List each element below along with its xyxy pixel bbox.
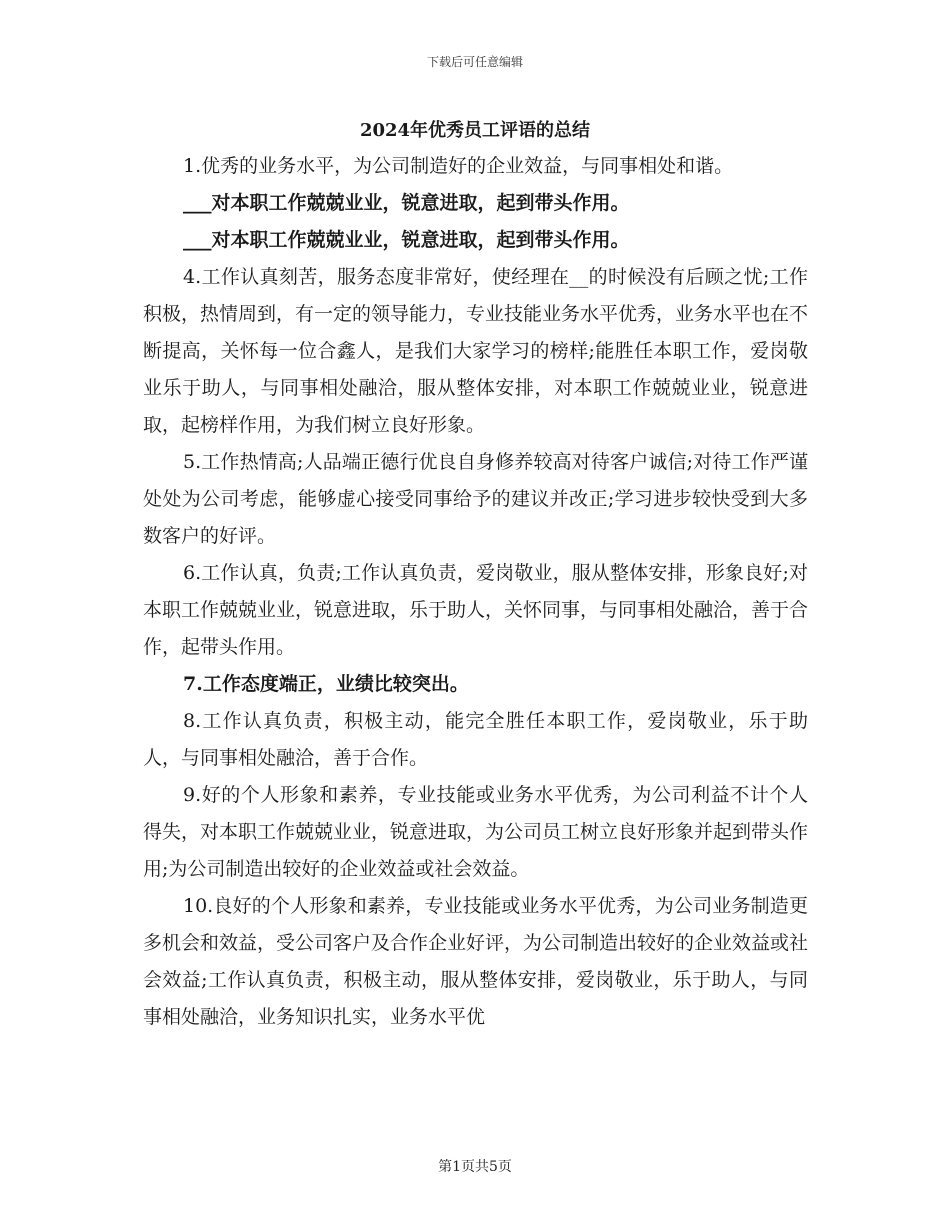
paragraph-2: ___对本职工作兢兢业业，锐意进取，起到带头作用。	[183, 192, 630, 214]
paragraph-9: 9.好的个人形象和素养，专业技能或业务水平优秀，为公司利益不计个人得失，对本职工作兢兢业业，锐意进取，为公司员工树立良好形象并起到带头作用;为公司制造出较好的企业效益或社会效益。	[143, 784, 809, 880]
paragraph-8: 8.工作认真负责，积极主动，能完全胜任本职工作，爱岗敬业，乐于助人，与同事相处融洽，善于合作。	[143, 710, 808, 769]
document-body	[143, 148, 808, 1036]
paragraph-3: ___对本职工作兢兢业业，锐意进取，起到带头作用。	[183, 229, 630, 251]
paragraph-4: 4.工作认真刻苦，服务态度非常好，使经理在__的时候没有后顾之忧;工作积极，热情周到，有一定的领导能力，专业技能业务水平优秀，业务水平也在不断提高，关怀每一位合鑫人，是我们大家学习的榜样;能胜任本职工作，爱岗敬业乐于助人，与同事相处融洽，服从整体安排，对本职工作兢兢业业，锐意进取，起榜样作用，为我们树立良好形象。	[143, 266, 809, 436]
paragraph-6: 6.工作认真，负责;工作认真负责，爱岗敬业，服从整体安排，形象良好;对本职工作兢兢业业，锐意进取，乐于助人，关怀同事，与同事相处融洽，善于合作，起带头作用。	[143, 562, 809, 658]
paragraph-7: 7.工作态度端正，业绩比较突出。	[183, 673, 469, 695]
paragraph-10: 10.良好的个人形象和素养，专业技能或业务水平优秀，为公司业务制造更多机会和效益，受公司客户及合作企业好评，为公司制造出较好的企业效益或社会效益;工作认真负责，积极主动，服从整体安排，爱岗敬业，乐于助人，与同事相处融洽，业务知识扎实，业务水平优	[143, 895, 809, 1028]
header-note: 下载后可任意编辑	[426, 55, 523, 69]
page-footer: 第1页共5页	[438, 1159, 512, 1175]
paragraph-5: 5.工作热情高;人品端正德行优良自身修养较高对待客户诚信;对待工作严谨处处为公司考虑，能够虚心接受同事给予的建议并改正;学习进步较快受到大多数客户的好评。	[143, 451, 808, 547]
document-title: 2024年优秀员工评语的总结	[359, 120, 591, 141]
paragraph-1: 1.优秀的业务水平，为公司制造好的企业效益，与同事相处和谐。	[183, 155, 734, 177]
